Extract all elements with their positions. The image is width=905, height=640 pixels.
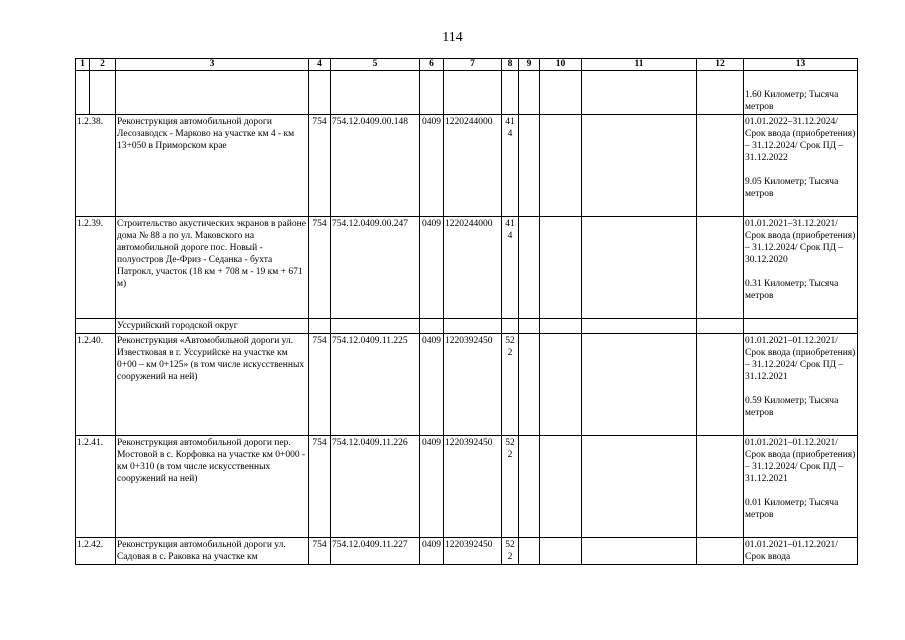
ministry-code: 754 xyxy=(309,334,331,436)
section-code: 0409 xyxy=(420,115,444,217)
expense-type-code: 414 xyxy=(502,217,519,319)
column-header: 2 xyxy=(90,59,116,71)
expense-type-code: 522 xyxy=(502,436,519,538)
ministry-code: 754 xyxy=(309,436,331,538)
ministry-code: 754 xyxy=(309,217,331,319)
term-cell xyxy=(744,436,858,538)
capacity-unit: 0.31 Километр; Тысяча метров xyxy=(745,279,839,301)
item-number: 1.2.40. xyxy=(76,334,116,436)
item-name: Реконструкция автомобильной дороги пер. Мостовой в с. Корфовка на участке км 0+000 - км 0+310 (в том числе искусственных сооружений на ней) xyxy=(116,436,309,538)
object-code: 754.12.0409.11.227 xyxy=(331,538,420,565)
object-code: 754.12.0409.00.247 xyxy=(331,217,420,319)
term-cell xyxy=(744,71,858,115)
table-row xyxy=(76,115,858,217)
item-number: 1.2.42. xyxy=(76,538,116,565)
term-dates: 01.01.2021–31.12.2021/ Срок ввода (приобретения) – 31.12.2024/ Срок ПД – 30.12.2020 xyxy=(745,219,856,265)
item-number: 1.2.39. xyxy=(76,217,116,319)
item-name: Реконструкция автомобильной дороги ул. Садовая в с. Раковка на участке км xyxy=(116,538,309,565)
item-number: 1.2.41. xyxy=(76,436,116,538)
expense-type-code: 522 xyxy=(502,538,519,565)
item-name: Реконструкция «Автомобильной дороги ул. Известковая в г. Уссурийске на участке км 0+00 – км 0+125» (в том числе искусственных сооружений на ней) xyxy=(116,334,309,436)
target-article-code: 1220392450 xyxy=(444,334,502,436)
column-header: 7 xyxy=(444,59,502,71)
table-row xyxy=(76,436,858,538)
section-code: 0409 xyxy=(420,334,444,436)
column-header-row xyxy=(76,59,858,71)
column-header: 10 xyxy=(540,59,582,71)
object-code: 754.12.0409.00.148 xyxy=(331,115,420,217)
target-article-code: 1220244000 xyxy=(444,217,502,319)
column-header: 1 xyxy=(76,59,90,71)
column-header: 11 xyxy=(582,59,697,71)
term-dates: 01.01.2022–31.12.2024/ Срок ввода (приобретения) – 31.12.2024/ Срок ПД – 31.12.2022 xyxy=(745,117,856,163)
object-code: 754.12.0409.11.226 xyxy=(331,436,420,538)
table-body xyxy=(76,59,858,565)
ministry-code: 754 xyxy=(309,538,331,565)
column-header: 3 xyxy=(116,59,309,71)
capacity-unit: 0.01 Километр; Тысяча метров xyxy=(745,498,839,520)
term-dates: 01.01.2021–01.12.2021/ Срок ввода (приобретения) – 31.12.2024/ Срок ПД – 31.12.2021 xyxy=(745,336,856,382)
term-dates: 01.01.2021–01.12.2021/ Срок ввода xyxy=(745,540,838,562)
item-name: Реконструкция автомобильной дороги Лесозаводск - Марково на участке км 4 - км 13+050 в Приморском крае xyxy=(116,115,309,217)
section-name: Уссурийский городской округ xyxy=(116,319,309,334)
column-header: 5 xyxy=(331,59,420,71)
term-cell xyxy=(744,217,858,319)
capacity-unit: 0.59 Километр; Тысяча метров xyxy=(745,396,839,418)
column-header: 4 xyxy=(309,59,331,71)
column-header: 6 xyxy=(420,59,444,71)
ministry-code: 754 xyxy=(309,115,331,217)
table-row xyxy=(76,217,858,319)
page-number: 114 xyxy=(442,30,463,45)
item-name: Строительство акустических экранов в районе дома № 88 а по ул. Маковского на автомобильной дороге пос. Новый - полуостров Де-Фриз - Седанка - бухта Патрокл, участок (18 км + 708 м - 19 км + 671 м) xyxy=(116,217,309,319)
section-code: 0409 xyxy=(420,436,444,538)
expense-type-code: 414 xyxy=(502,115,519,217)
table-row xyxy=(76,538,858,565)
term-cell xyxy=(744,115,858,217)
capacity-unit: 9.05 Километр; Тысяча метров xyxy=(745,177,839,199)
column-header: 13 xyxy=(744,59,858,71)
term-cell xyxy=(744,334,858,436)
target-article-code: 1220244000 xyxy=(444,115,502,217)
column-header: 8 xyxy=(502,59,519,71)
expense-type-code: 522 xyxy=(502,334,519,436)
target-article-code: 1220392450 xyxy=(444,538,502,565)
term-dates: 01.01.2021–01.12.2021/ Срок ввода (приобретения) – 31.12.2024/ Срок ПД – 31.12.2021 xyxy=(745,438,856,484)
object-code: 754.12.0409.11.225 xyxy=(331,334,420,436)
term-cell xyxy=(744,538,858,565)
section-row xyxy=(76,319,858,334)
table-row-continuation xyxy=(76,71,858,115)
capacity-unit: 1.60 Километр; Тысяча метров xyxy=(745,90,839,112)
column-header: 9 xyxy=(519,59,540,71)
target-article-code: 1220392450 xyxy=(444,436,502,538)
table-row xyxy=(76,334,858,436)
item-number: 1.2.38. xyxy=(76,115,116,217)
column-header: 12 xyxy=(697,59,744,71)
budget-table xyxy=(75,58,858,565)
section-code: 0409 xyxy=(420,538,444,565)
section-code: 0409 xyxy=(420,217,444,319)
